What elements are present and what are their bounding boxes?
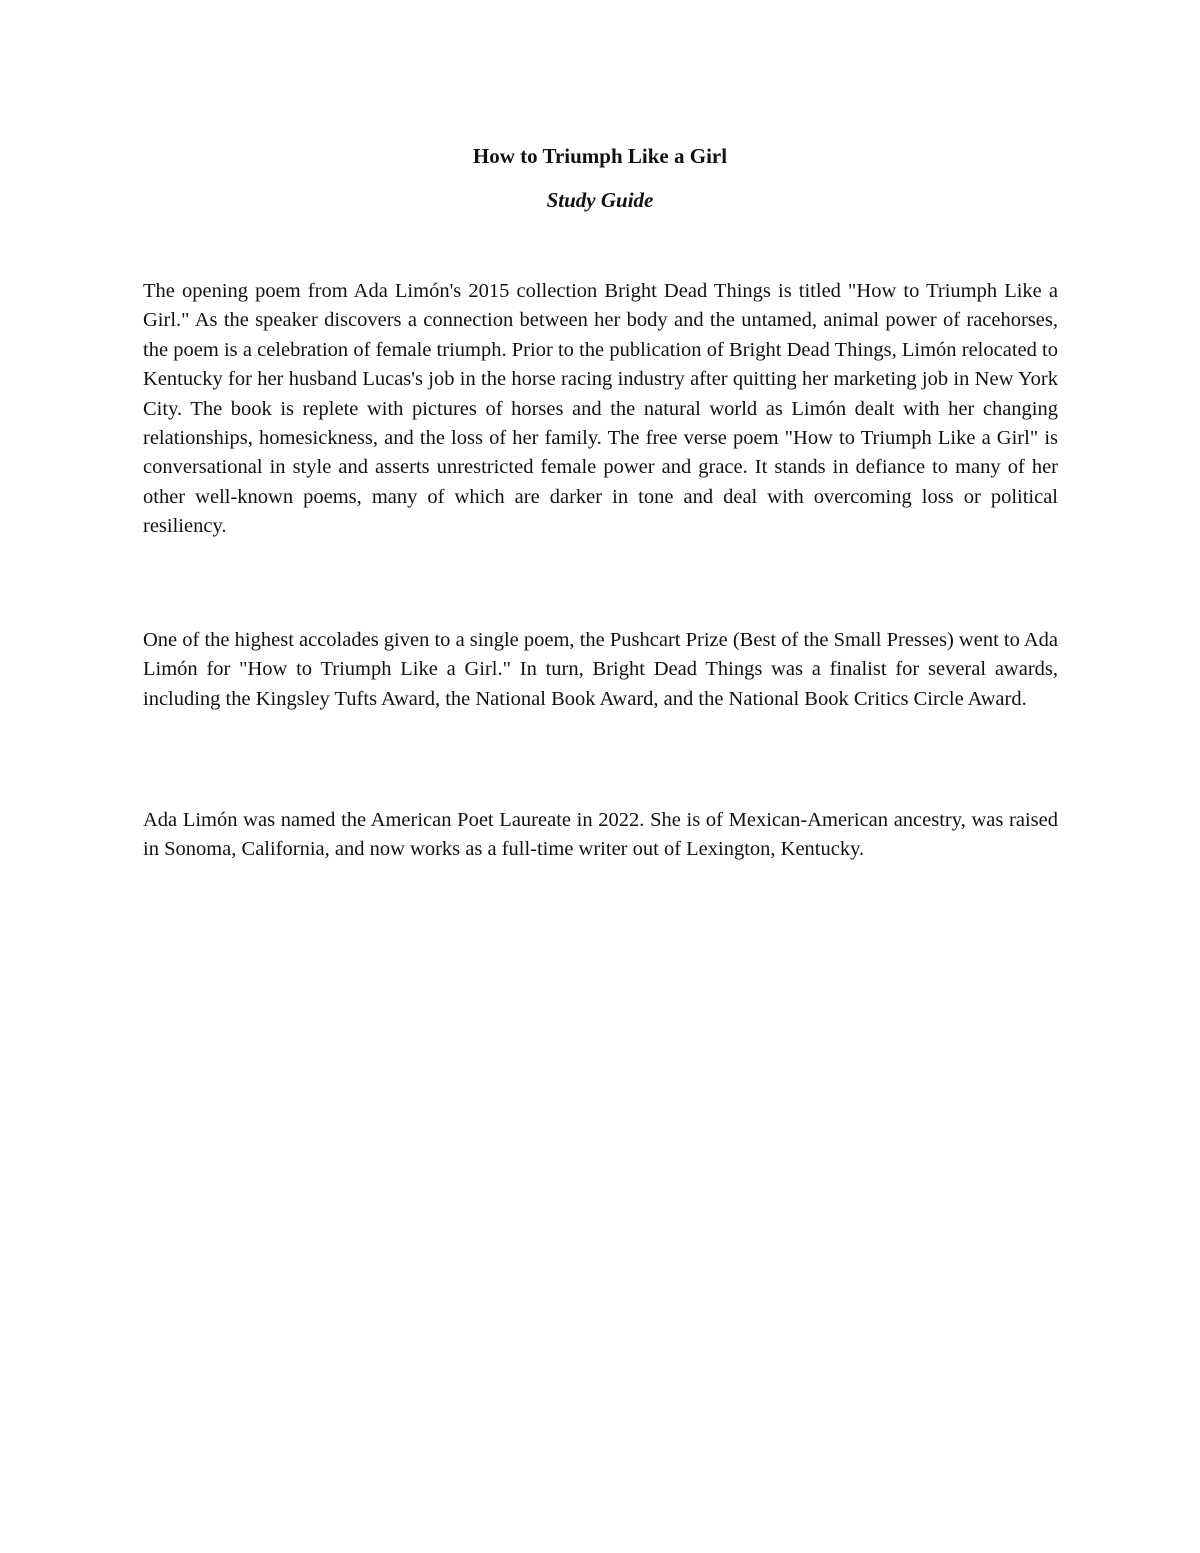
body-paragraph-1: The opening poem from Ada Limón's 2015 collection Bright Dead Things is titled "How to Triumph Like a Girl." As the speaker discovers a connection between her body and the untamed, animal power of racehorses, the poem is a celebration of female triumph. Prior to the publication of Bright Dead Things, Limón relocated to Kentucky for her husband Lucas's job in the horse racing industry after quitting her marketing job in New York City. The book is replete with pictures of horses and the natural world as Limón dealt with her changing relationships, homesickness, and the loss of her family. The free verse poem "How to Triumph Like a Girl" is conversational in style and asserts unrestricted female power and grace. It stands in defiance to many of her other well-known poems, many of which are darker in tone and deal with overcoming loss or political resiliency.: [143, 280, 1058, 538]
document-title: How to Triumph Like a Girl: [472, 144, 728, 168]
body-paragraph-2: One of the highest accolades given to a single poem, the Pushcart Prize (Best of the Small Presses) went to Ada Limón for "How to Triumph Like a Girl." In turn, Bright Dead Things was a finalist for several awards, including the Kingsley Tufts Award, the National Book Award, and the National Book Critics Circle Award.: [143, 629, 1058, 710]
body-paragraph-3: Ada Limón was named the American Poet Laureate in 2022. She is of Mexican-American ancestry, was raised in Sonoma, California, and now works as a full-time writer out of Lexington, Kentucky.: [143, 809, 1058, 861]
document-header: [0, 141, 1200, 215]
document-subtitle: Study Guide: [546, 188, 654, 212]
